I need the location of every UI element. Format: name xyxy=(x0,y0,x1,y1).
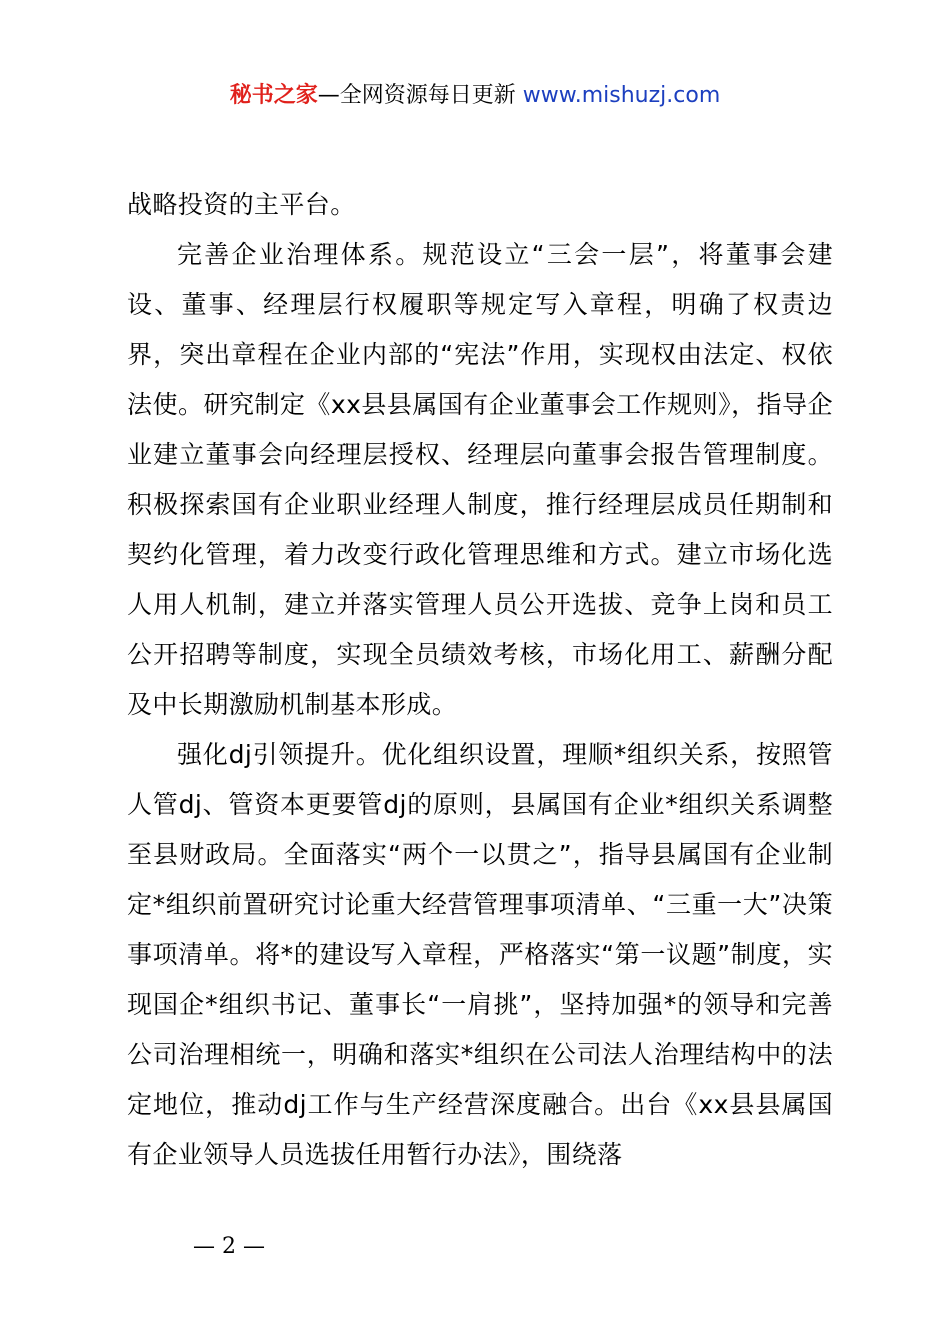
paragraph-leadership: 强化dj引领提升。优化组织设置，理顺*组织关系，按照管人管dj、管资本更要管dj的原则，县属国有企业*组织关系调整至县财政局。全面落实“两个一以贯之”，指导县属国有企业制定*组织前置研究讨论重大经营管理事项清单、“三重一大”决策事项清单。将*的建设写入章程，严格落实“第一议题”制度，实现国企*组织书记、董事长“一肩挑”，坚持加强*的领导和完善公司治理相统一，明确和落实*组织在公司法人治理结构中的法定地位，推动dj工作与生产经营深度融合。出台《xx县县属国有企业领导人员选拔任用暂行办法》，围绕落 xyxy=(127,740,833,1169)
paragraph-continued: 战略投资的主平台。 xyxy=(127,190,356,219)
document-body xyxy=(127,180,833,1180)
header-slogan: —全网资源每日更新 xyxy=(317,83,516,108)
paragraph-governance: 完善企业治理体系。规范设立“三会一层”，将董事会建设、董事、经理层行权履职等规定写入章程，明确了权责边界，突出章程在企业内部的“宪法”作用，实现权由法定、权依法使。研究制定《xx县县属国有企业董事会工作规则》，指导企业建立董事会向经理层授权、经理层向董事会报告管理制度。积极探索国有企业职业经理人制度，推行经理层成员任期制和契约化管理，着力改变行政化管理思维和方式。建立市场化选人用人机制，建立并落实管理人员公开选拔、竞争上岗和员工公开招聘等制度，实现全员绩效考核，市场化用工、薪酬分配及中长期激励机制基本形成。 xyxy=(127,240,833,719)
brand-name: 秘书之家 xyxy=(229,83,318,108)
page-number: — 2 — xyxy=(193,1234,265,1259)
site-header xyxy=(0,80,950,112)
site-url-link[interactable]: www.mishuzj.com xyxy=(522,83,721,108)
